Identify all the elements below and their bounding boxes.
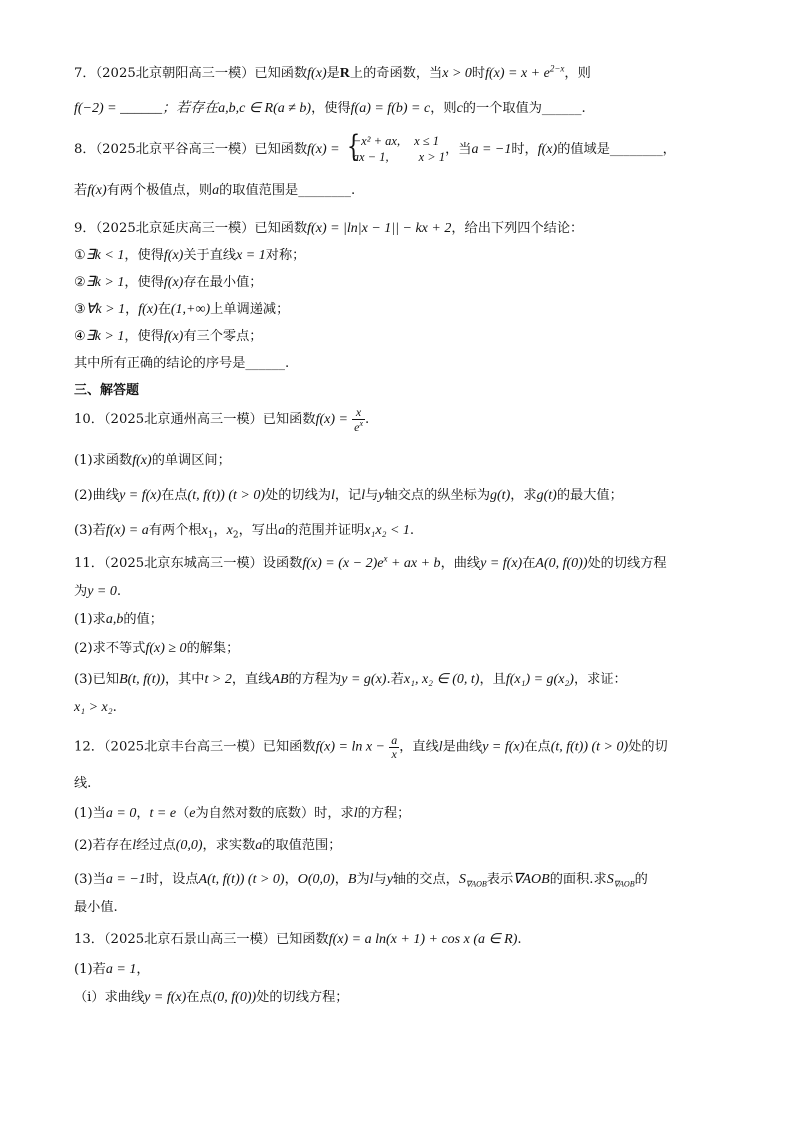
q10-g: g(t) [536, 488, 557, 503]
q7-equation: f(a) = f(b) = c [350, 101, 431, 116]
q11-text: 的值； [123, 612, 163, 627]
q9-item-4 [74, 325, 262, 345]
q9-fx: f(x) [163, 329, 184, 344]
q12-l: l [438, 739, 443, 755]
section-title: 三、解答题 [74, 383, 140, 398]
q11-part-3-line2 [74, 700, 117, 716]
q13-point: (0, f(0)) [212, 990, 257, 1005]
q12-point-a: A(t, f(t)) (t > 0) [198, 872, 285, 887]
q12-area-symbol: S [606, 872, 614, 887]
q12-part-3 [74, 868, 648, 889]
q8-line2 [74, 179, 355, 199]
q10-text: (3)若 [74, 523, 106, 538]
q12-text: 是曲线 [442, 739, 483, 755]
q7-expression: f(x) = x + e [485, 66, 550, 81]
q12-text: 时，设点 [145, 872, 199, 887]
q9-quantifier: ∃k > 1 [85, 275, 125, 290]
q12-text: ，直线 [399, 739, 439, 755]
q9-item-text: ，使得 [124, 248, 164, 263]
q9-quantifier: ∃k < 1 [85, 248, 125, 263]
q12-text: （ [176, 806, 190, 821]
q10-text: 的范围并证明 [285, 523, 365, 538]
q8-text: 有两个极值点，则 [106, 183, 213, 198]
q7-lead: 7．（2025北京朝阳高三一模）已知函数 [74, 66, 308, 81]
q9-item-text: 对称； [265, 248, 306, 263]
q9-item-1 [74, 244, 305, 264]
q12-l: l [353, 806, 358, 821]
q9-line1 [74, 217, 583, 237]
q11-conclusion: x₁ > x₂ [74, 700, 113, 715]
q10-text: 的单调区间； [151, 453, 231, 468]
q7-c-var: c [456, 101, 463, 116]
q11-text: (3)已知 [74, 672, 120, 687]
q12-part-3-line2: 最小值. [74, 900, 118, 915]
q13-text: （i）求曲线 [74, 990, 145, 1005]
q13-line1 [74, 928, 522, 948]
q12-text: 为自然对数的底数）时，求 [195, 806, 354, 821]
q12-point: (t, f(t)) (t > 0) [550, 739, 629, 755]
q11-text: (2)求不等式 [74, 641, 146, 656]
q11-x-range: x₁, x₂ ∈ (0, t) [403, 672, 480, 687]
q7-real-set: R [339, 66, 350, 81]
q12-text: ，求实数 [202, 838, 256, 853]
q7-line2 [74, 97, 586, 117]
q12-denominator: x [391, 746, 397, 761]
q12-part-2 [74, 834, 341, 854]
q11-expression: f(x) = (x − 2)e [302, 556, 384, 571]
q13-part-1 [74, 958, 150, 978]
q13-text: . [517, 932, 522, 947]
q12-text: ， [334, 872, 348, 887]
q11-curve: y = f(x) [480, 556, 523, 571]
q8-line1 [74, 129, 676, 165]
q11-part-2 [74, 637, 239, 657]
q11-point: A(0, f(0)) [535, 556, 588, 571]
q9-quantifier: ∀k > 1 [85, 302, 126, 317]
q10-point: (t, f(t)) (t > 0) [187, 488, 266, 503]
q9-item-text: 关于直线 [183, 248, 237, 263]
q12-line2: 线. [74, 776, 92, 791]
q8-text: ，当 [445, 142, 472, 158]
q8-brace: { [346, 129, 360, 164]
q9-lead: 9．（2025北京延庆高三一模）已知函数 [74, 221, 308, 236]
q7-text: ，则 [564, 66, 591, 81]
q8-case2-cond: x > 1 [418, 149, 446, 164]
q12-y: y [386, 872, 393, 887]
q10-inequality: x₁x₂ < 1 [364, 523, 410, 538]
q8-case-2 [353, 150, 445, 166]
q11-text: .若 [386, 672, 404, 687]
q8-fx: f(x) [537, 142, 558, 158]
q11-ab: AB [271, 672, 289, 687]
q9-item-3 [74, 298, 289, 318]
q8-case-1 [353, 134, 445, 150]
q10-x2-sub: 2 [232, 530, 239, 541]
q13-expression: f(x) = a ln(x + 1) + cos x (a ∈ R) [328, 932, 518, 947]
q12-e: e [189, 806, 196, 821]
q12-text: 与 [373, 872, 387, 887]
q11-equation: y = 0 [87, 584, 117, 599]
q12-text: ， [284, 872, 298, 887]
q9-quantifier: ∃k > 1 [85, 329, 125, 344]
q8-case1-expr: −x² + ax, [352, 134, 401, 148]
q10-equation: f(x) = a [105, 523, 149, 538]
q10-numerator: x [352, 406, 365, 420]
q12-part-1 [74, 802, 410, 822]
q8-a-var: a [212, 183, 220, 198]
q13-lead: 13．（2025北京石景山高三一模）已知函数 [74, 932, 329, 947]
q10-line1 [74, 406, 369, 433]
q12-text: (2)若存在 [74, 838, 133, 853]
q11-equation: f(x₁) = g(x₂) [505, 672, 574, 687]
q10-den-exp: x [359, 418, 364, 428]
q8-case1-cond: x ≤ 1 [414, 134, 440, 148]
q9-item-math: (1,+∞) [170, 302, 211, 317]
q9-item-marker: ③ [74, 302, 86, 317]
q9-item-marker: ④ [74, 329, 86, 344]
q12-l: l [132, 838, 137, 853]
q7-blank-1: f(−2) = ______；若存在 [74, 101, 219, 116]
q12-area-symbol: S [458, 872, 466, 887]
q11-text: 在 [522, 556, 536, 571]
q12-text: 处的切 [628, 739, 668, 755]
q9-item-math: x = 1 [236, 248, 266, 263]
q12-area-sub: ∇AOB [613, 879, 635, 889]
q8-fx: f(x) = [307, 142, 340, 158]
q10-text: 处的切线为 [265, 488, 331, 503]
q11-text: . [112, 700, 117, 715]
q12-curve: y = f(x) [482, 739, 525, 755]
q11-text: ，曲线 [440, 556, 481, 571]
q10-curve: y = f(x) [119, 488, 162, 503]
q12-a: a [255, 838, 263, 853]
q13-curve: y = f(x) [144, 990, 187, 1005]
q11-line-eq: y = g(x) [341, 672, 387, 687]
q12-point-o: O(0,0) [297, 872, 335, 887]
q8-fx: f(x) [87, 183, 107, 198]
q12-fx: f(x) = ln x − [315, 739, 385, 755]
q11-text: ，且 [479, 672, 506, 687]
q7-text: 上的奇函数，当 [349, 66, 443, 81]
q8-blank-1: 的值域是________， [557, 142, 676, 158]
q8-a-value: a = −1 [471, 142, 512, 158]
q12-lead: 12．（2025北京丰台高三一模）已知函数 [74, 739, 316, 755]
q11-line2 [74, 580, 121, 600]
q11-inequality: f(x) ≥ 0 [145, 641, 187, 656]
q11-text: 处的切线方程 [587, 556, 667, 571]
q7-exponent: 2−x [549, 63, 565, 74]
q11-text: ，直线 [231, 672, 272, 687]
q9-item-text: 在 [157, 302, 171, 317]
q11-part-1 [74, 608, 163, 628]
q10-text: . [365, 412, 370, 428]
q7-vars: a,b,c ∈ R(a ≠ b) [218, 101, 312, 116]
q12-text: ， [136, 806, 150, 821]
q7-text: ，则 [430, 101, 457, 116]
q9-fx: f(x) [138, 302, 158, 317]
q11-vars: a,b [105, 612, 124, 627]
q9-item-text: ，使得 [124, 329, 164, 344]
q7-text: 是 [326, 66, 340, 81]
q10-g: g(t) [490, 488, 511, 503]
q9-item-text: 上单调递减； [210, 302, 290, 317]
q10-text: ， [213, 523, 227, 538]
q11-text: ，求证： [573, 672, 627, 687]
q10-text: ，写出 [238, 523, 279, 538]
q12-text: 的取值范围； [262, 838, 342, 853]
q12-area-sub: ∇AOB [465, 879, 487, 889]
q9-fx: f(x) [163, 248, 184, 263]
q11-point-b: B(t, f(t)) [119, 672, 165, 687]
q9-item-marker: ① [74, 248, 86, 263]
q11-line1 [74, 552, 667, 572]
q10-text: ，求 [510, 488, 537, 503]
q9-conclusion: 其中所有正确的结论的序号是______. [74, 356, 290, 371]
q10-lead: 10．（2025北京通州高三一模）已知函数 [74, 412, 316, 428]
q13-text: ， [136, 962, 150, 977]
q12-numerator: a [391, 733, 398, 747]
q7-fx: f(x) [307, 66, 327, 81]
q13-text: (1)若 [74, 962, 106, 977]
q12-fraction [389, 734, 399, 760]
q8-lead: 8．（2025北京平谷高三一模）已知函数 [74, 142, 308, 158]
q11-exponent: x [383, 553, 388, 564]
q11-text: . [116, 584, 122, 599]
q10-part-3 [74, 519, 414, 541]
q12-l: l [369, 872, 374, 887]
q10-x2: x [226, 523, 233, 538]
q9-item-text: ，使得 [124, 275, 164, 290]
q7-condition: x > 0 [442, 66, 472, 81]
q10-fx: f(x) [132, 453, 152, 468]
q12-point-b: B [347, 872, 357, 887]
q10-x1: x [201, 523, 208, 538]
q11-text: 的方程为 [288, 672, 342, 687]
q9-item-text: 有三个零点； [183, 329, 263, 344]
q7-blank-2: 的一个取值为______. [462, 101, 586, 116]
q8-blank-2: 的取值范围是________. [219, 183, 356, 198]
q10-fx: f(x) = [315, 412, 348, 428]
q12-origin: (0,0) [175, 838, 203, 853]
q10-part-2 [74, 484, 623, 504]
q13-a-value: a = 1 [105, 962, 137, 977]
q10-text: 的最大值； [556, 488, 623, 503]
q10-x1-sub: 1 [207, 530, 214, 541]
q7-text: ，使得 [311, 101, 351, 116]
q11-text: 的解集； [186, 641, 240, 656]
q12-text: (1)当 [74, 806, 106, 821]
q8-text: 若 [74, 183, 88, 198]
q10-denominator [352, 420, 365, 434]
q10-y: y [378, 488, 385, 503]
q8-text: 时， [511, 142, 538, 158]
q10-text: 与 [365, 488, 379, 503]
q12-text: (3)当 [74, 872, 106, 887]
q10-text: ，记 [334, 488, 362, 503]
q12-a-zero: a = 0 [105, 806, 137, 821]
q11-lead: 11．（2025北京东城高三一模）设函数 [74, 556, 303, 571]
q10-text: 在点 [161, 488, 188, 503]
q9-item-marker: ② [74, 275, 86, 290]
q11-text: 为 [74, 584, 88, 599]
q11-expression: + ax + b [387, 556, 441, 571]
q12-text: 的方程； [357, 806, 411, 821]
q10-fraction [352, 406, 365, 433]
q8-case2-expr: ax − 1, [352, 149, 389, 164]
q13-sub-1 [74, 986, 348, 1006]
q9-item-2 [74, 271, 262, 291]
q10-part-1 [74, 449, 231, 469]
q11-text: ，其中 [164, 672, 205, 687]
q10-text: (2)曲线 [74, 488, 120, 503]
q9-item-text: 存在最小值； [183, 275, 263, 290]
q8-piecewise [344, 129, 446, 165]
q10-den-base: e [354, 419, 360, 434]
q12-line1 [74, 734, 668, 760]
q9-item-text: ， [125, 302, 139, 317]
q9-text: ，给出下列四个结论： [451, 221, 584, 236]
q10-a: a [278, 523, 286, 538]
q13-text: 在点 [186, 990, 213, 1005]
q10-text: . [409, 523, 415, 538]
q12-text: 为 [356, 872, 370, 887]
q12-text: 的 [634, 872, 648, 887]
q13-text: 处的切线方程； [256, 990, 349, 1005]
q9-fx: f(x) [163, 275, 184, 290]
q10-text: 轴交点的纵坐标为 [384, 488, 491, 503]
q12-t-e: t = e [149, 806, 177, 821]
q12-text: 的面积.求 [549, 872, 607, 887]
q12-text: 在点 [524, 739, 551, 755]
q10-l: l [330, 488, 335, 503]
q12-triangle: ∇AOB [513, 872, 550, 887]
q12-a-value: a = −1 [105, 872, 146, 887]
q9-expression: f(x) = |ln|x − 1|| − kx + 2 [307, 221, 452, 236]
q11-text: (1)求 [74, 612, 106, 627]
q7-text: 时 [471, 66, 486, 81]
q10-text: 有两个根 [148, 523, 202, 538]
q7-line1 [74, 62, 591, 82]
q12-text: 表示 [486, 872, 514, 887]
q12-text: 轴的交点， [392, 872, 459, 887]
q10-l: l [361, 488, 366, 503]
q11-t-cond: t > 2 [204, 672, 232, 687]
q10-text: (1)求函数 [74, 453, 133, 468]
q11-part-3 [74, 668, 627, 688]
q12-text: 经过点 [136, 838, 176, 853]
